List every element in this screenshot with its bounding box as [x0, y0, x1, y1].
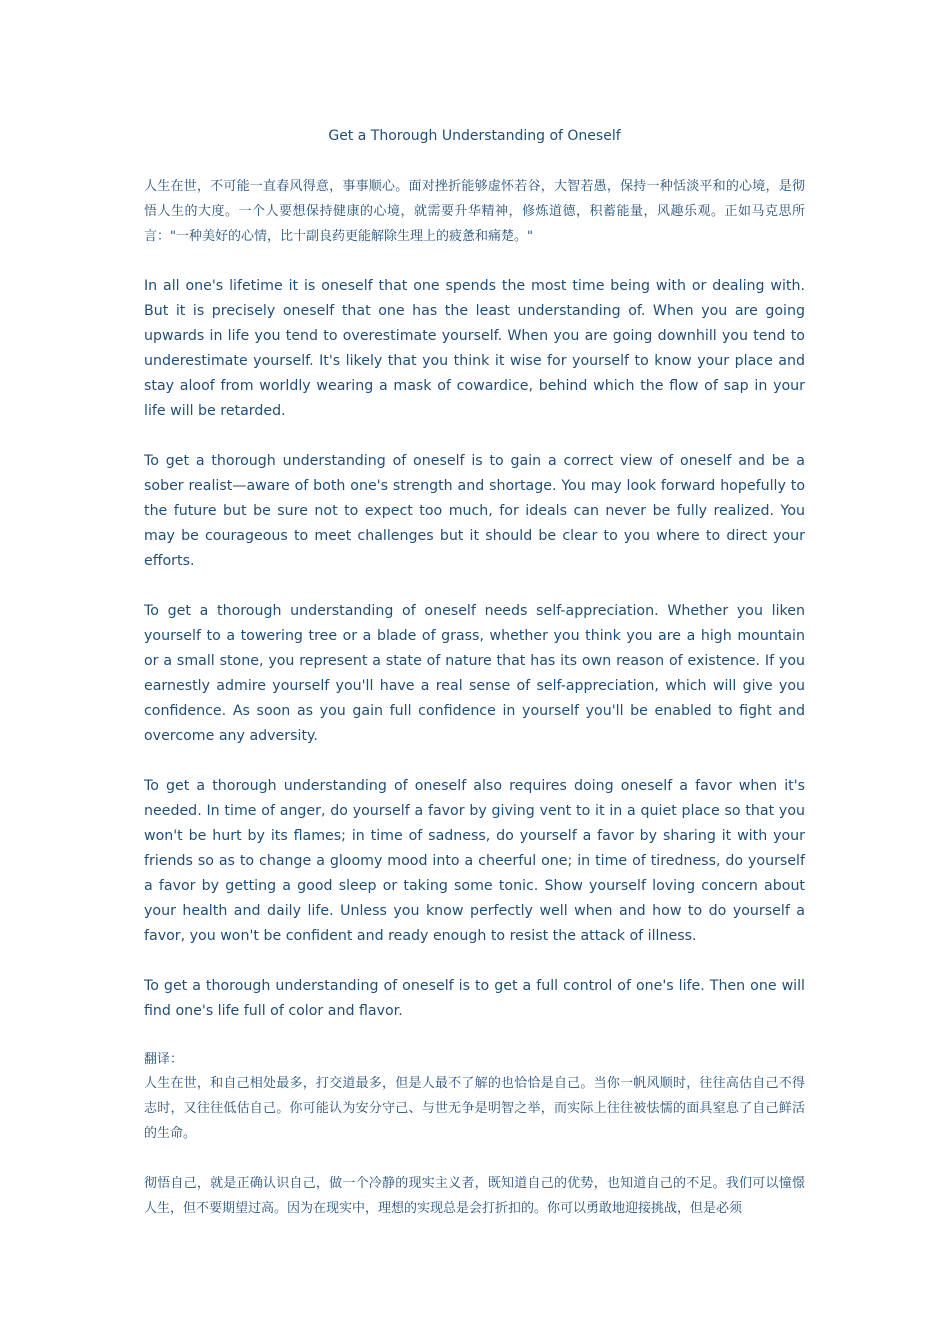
paragraph-en-2: To get a thorough understanding of oneself is to gain a correct view of oneself and be a sober realist—aware of both one's strength and shortage. You may look forward hopefully to the future but be sure not to expect too much, for ideals can never be fully realized. You may be courageous to meet challenges but it should be clear to you where to direct your efforts. [144, 453, 805, 569]
translation-paragraph-1: 人生在世，和自己相处最多，打交道最多，但是人最不了解的也恰恰是自己。当你一帆风顺时，往往高估自己不得志时，又往往低估自己。你可能认为安分守己、与世无争是明智之举，而实际上往往被怯懦的面具窒息了自己鲜活的生命。 [144, 1076, 805, 1141]
paragraph-en-5: To get a thorough understanding of oneself is to get a full control of one's life. Then one will find one's life full of color and flavor. [144, 978, 805, 1019]
paragraph-en-3: To get a thorough understanding of oneself needs self-appreciation. Whether you liken yourself to a towering tree or a blade of grass, whether you think you are a high mountain or a small stone, you represent a state of nature that has its own reason of existence. If you earnestly admire yourself you'll have a real sense of self-appreciation, which will give you confidence. As soon as you gain full confidence in yourself you'll be enabled to fight and overcome any adversity. [144, 603, 805, 744]
document-body [144, 124, 805, 1221]
paragraph-gap [144, 1024, 805, 1049]
paragraph-en-4: To get a thorough understanding of oneself also requires doing oneself a favor when it's needed. In time of anger, do yourself a favor by giving vent to it in a quiet place so that you won't be hurt by its flames; in time of sadness, do yourself a favor by sharing it with your friends so as to change a gloomy mood into a cheerful one; in time of tiredness, do yourself a favor by getting a good sleep or taking some tonic. Show yourself loving concern about your health and daily life. Unless you know perfectly well when and how to do yourself a favor, you won't be confident and ready enough to resist the attack of illness. [144, 778, 805, 944]
paragraph-gap [144, 249, 805, 274]
intro-paragraph-zh: 人生在世，不可能一直春风得意，事事顺心。面对挫折能够虚怀若谷，大智若愚，保持一种恬淡平和的心境，是彻悟人生的大度。一个人要想保持健康的心境，就需要升华精神，修炼道德，积蓄能量，风趣乐观。正如马克思所言："一种美好的心情，比十副良药更能解除生理上的疲惫和痛楚。" [144, 179, 805, 244]
paragraph-gap [144, 949, 805, 974]
translation-label: 翻译： [144, 1052, 184, 1067]
paragraph-gap [144, 1146, 805, 1171]
paragraph-gap [144, 749, 805, 774]
document-title: Get a Thorough Understanding of Oneself [328, 128, 621, 144]
paragraph-gap [144, 574, 805, 599]
translation-paragraph-2: 彻悟自己，就是正确认识自己，做一个冷静的现实主义者，既知道自己的优势，也知道自己的不足。我们可以憧憬人生，但不要期望过高。因为在现实中，理想的实现总是会打折扣的。你可以勇敢地迎接挑战，但是必须 [144, 1176, 805, 1216]
paragraph-gap [144, 424, 805, 449]
paragraph-en-1: In all one's lifetime it is oneself that one spends the most time being with or dealing with. But it is precisely oneself that one has the least understanding of. When you are going upwards in life you tend to overestimate yourself. When you are going downhill you tend to underestimate yourself. It's likely that you think it wise for yourself to know your place and stay aloof from worldly wearing a mask of cowardice, behind which the flow of sap in your life will be retarded. [144, 278, 805, 419]
